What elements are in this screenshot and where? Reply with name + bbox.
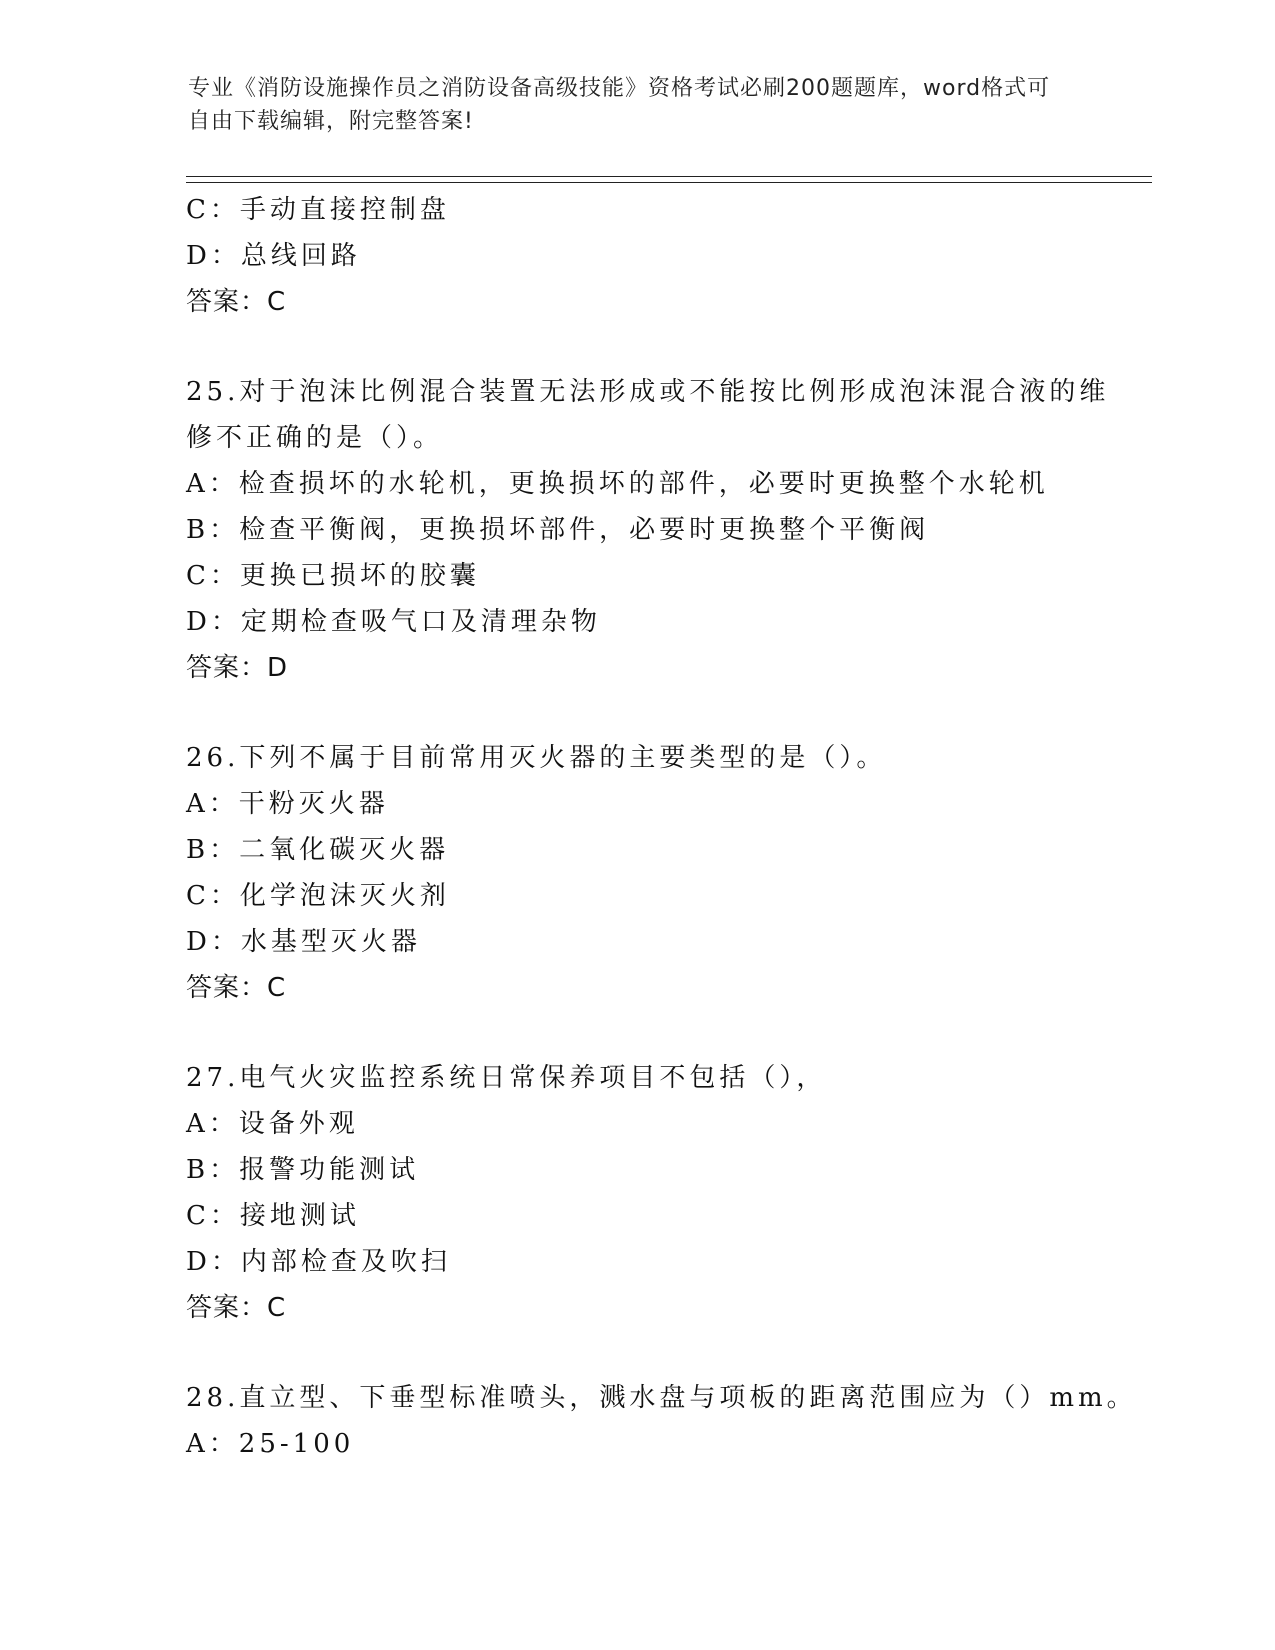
- previous-question-tail: [186, 187, 1186, 325]
- option-c: C：更换已损坏的胶囊: [186, 561, 480, 591]
- answer-line: 答案：C: [186, 1293, 287, 1323]
- question-stem: 28.直立型、下垂型标准喷头，溅水盘与项板的距离范围应为（）mm。: [186, 1383, 1137, 1413]
- question-stem: 26.下列不属于目前常用灭火器的主要类型的是（）。: [186, 743, 887, 773]
- option-b: B：检查平衡阀，更换损坏部件，必要时更换整个平衡阀: [186, 515, 930, 545]
- header-divider-bottom: [186, 182, 1152, 183]
- document-header: 专业《消防设施操作员之消防设备高级技能》资格考试必刷200题题库，word格式可自由下载编辑，附完整答案!: [188, 76, 1051, 134]
- option-a: A：25-100: [186, 1429, 355, 1459]
- option-a: A：干粉灭火器: [186, 789, 389, 819]
- question-stem: 27.电气火灾监控系统日常保养项目不包括（），: [186, 1063, 827, 1093]
- question-25: [186, 369, 1186, 691]
- option-d: D：内部检查及吹扫: [186, 1247, 451, 1277]
- option-c: C：接地测试: [186, 1201, 360, 1231]
- question-26: [186, 735, 1186, 1011]
- question-content: [186, 187, 1186, 1467]
- question-stem-continued: 修不正确的是（）。: [186, 423, 444, 453]
- question-27: [186, 1055, 1186, 1331]
- option-d: D：水基型灭火器: [186, 927, 421, 957]
- question-stem: 25.对于泡沫比例混合装置无法形成或不能按比例形成泡沫混合液的维: [186, 377, 1110, 407]
- option-d: D：定期检查吸气口及清理杂物: [186, 607, 601, 637]
- answer-line: 答案：D: [186, 653, 289, 683]
- question-28: [186, 1375, 1186, 1467]
- option-a: A：检查损坏的水轮机，更换损坏的部件，必要时更换整个水轮机: [186, 469, 1049, 499]
- option-c: C：化学泡沫灭火剂: [186, 881, 450, 911]
- answer-line: 答案：C: [186, 287, 287, 317]
- option-c: C：手动直接控制盘: [186, 195, 450, 225]
- option-a: A：设备外观: [186, 1109, 359, 1139]
- option-d: D：总线回路: [186, 241, 361, 271]
- answer-line: 答案：C: [186, 973, 287, 1003]
- option-b: B：二氧化碳灭火器: [186, 835, 450, 865]
- header-divider-top: [186, 176, 1152, 177]
- option-b: B：报警功能测试: [186, 1155, 420, 1185]
